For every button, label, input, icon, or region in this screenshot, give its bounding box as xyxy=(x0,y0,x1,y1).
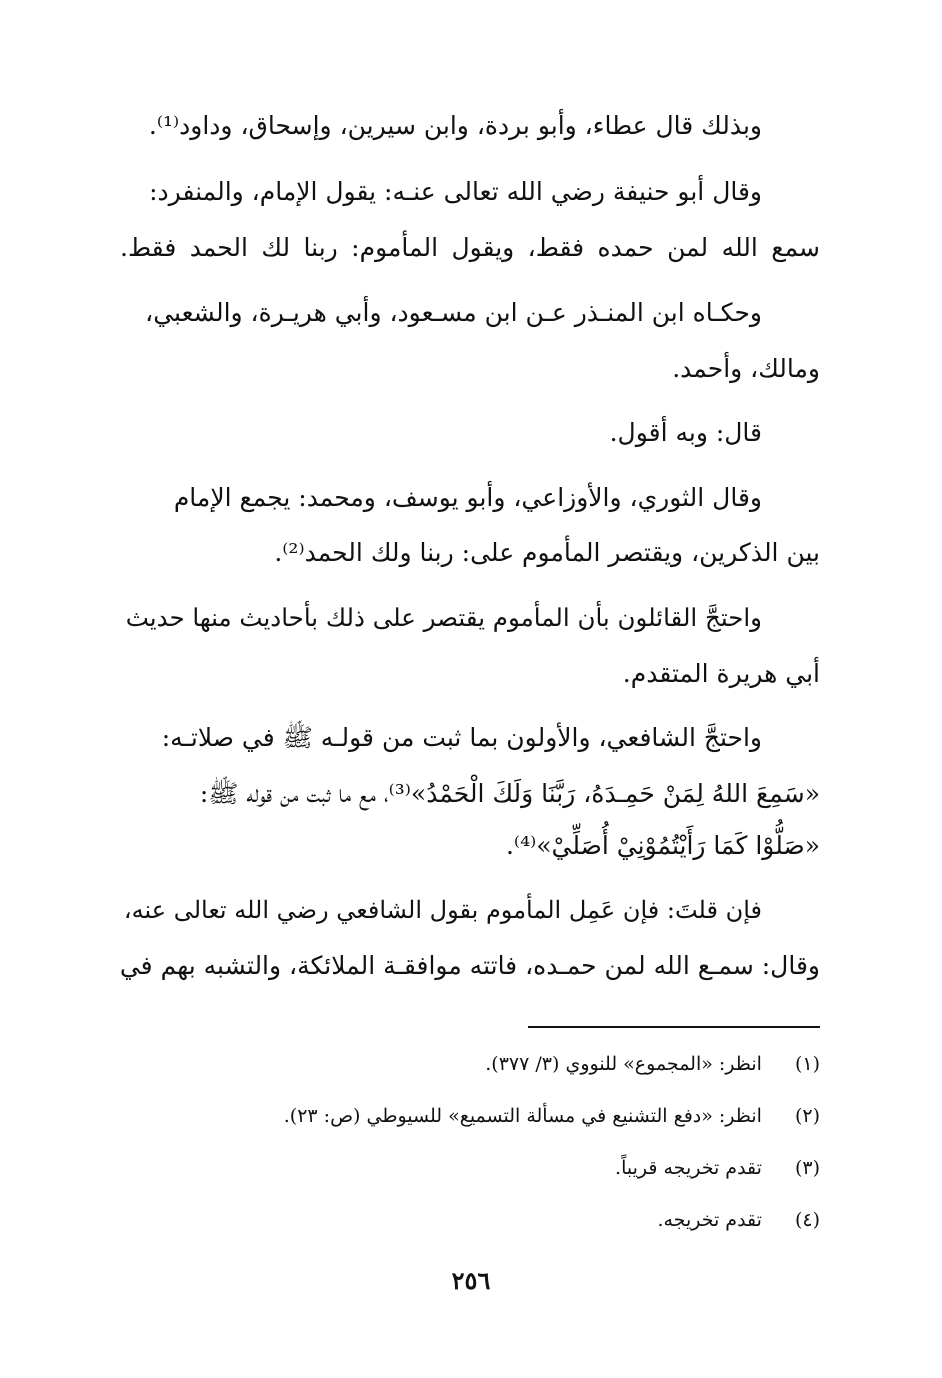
footnote-text: تقدم تخريجه قريباً. xyxy=(615,1157,762,1179)
page-number: ٢٥٦ xyxy=(451,1266,491,1295)
footnote-text: انظر: «دفع التشنيع في مسألة التسميع» للسيوطي (ص: ٢٣). xyxy=(283,1105,762,1127)
body-line: سمع الله لمن حمده فقط، ويقول المأموم: ربنا لك الحمد فقط. xyxy=(120,233,820,262)
body-line: واحتجَّ الشافعي، والأولون بما ثبت من قولـه ﷺ في صلاتـه: xyxy=(161,723,762,752)
footnote-number: (٤) xyxy=(794,1209,820,1231)
body-line: وقال الثوري، والأوزاعي، وأبو يوسف، ومحمد: يجمع الإمام xyxy=(173,483,762,512)
footnote-number: (٣) xyxy=(794,1157,820,1179)
body-line: فإن قلتَ: فإن عَمِل المأموم بقول الشافعي رضي الله تعالى عنه، xyxy=(123,896,762,924)
body-line: واحتجَّ القائلون بأن المأموم يقتصر على ذلك بأحاديث منها حديث xyxy=(125,603,762,632)
body-line: بين الذكرين، ويقتصر المأموم على: ربنا ولك الحمد⁽²⁾. xyxy=(274,538,820,567)
body-line: «صَلُّوْا كَمَا رَأَيْتُمُوْنِيْ أُصَلِّيْ»⁽⁴⁾. xyxy=(505,831,820,860)
body-line: وحكـاه ابن المنـذر عـن ابن مسـعود، وأبي هريـرة، والشعبي، xyxy=(145,298,762,327)
footnote-separator xyxy=(528,1026,820,1028)
body-line: قال: وبه أقول. xyxy=(609,418,762,447)
footnote xyxy=(120,1100,820,1132)
body-line: ومالك، وأحمد. xyxy=(672,354,820,383)
footnote-text: انظر: «المجموع» للنووي (٣/ ٣٧٧). xyxy=(485,1053,762,1075)
footnote xyxy=(120,1204,820,1236)
body-line: وقال: سمـع الله لمن حمـده، فاتته موافقـة الملائكة، والتشبه بهم في xyxy=(119,951,820,980)
body-line: «سَمِعَ اللهُ لِمَنْ حَمِـدَهُ، رَبَّنَا وَلَكَ الْحَمْدُ»⁽³⁾، مع ما ثبت من قوله ﷺ: xyxy=(199,779,820,808)
body-line: وبذلك قال عطاء، وأبو بردة، وابن سيرين، وإسحاق، وداود⁽¹⁾. xyxy=(148,111,762,140)
footnote-number: (٢) xyxy=(794,1105,820,1127)
body-line: أبي هريرة المتقدم. xyxy=(622,659,820,688)
body-line: وقال أبو حنيفة رضي الله تعالى عنـه: يقول الإمام، والمنفرد: xyxy=(149,177,762,206)
footnote-text: تقدم تخريجه. xyxy=(657,1209,762,1231)
footnote xyxy=(120,1048,820,1080)
footnote-number: (١) xyxy=(794,1053,820,1075)
footnote xyxy=(120,1152,820,1184)
